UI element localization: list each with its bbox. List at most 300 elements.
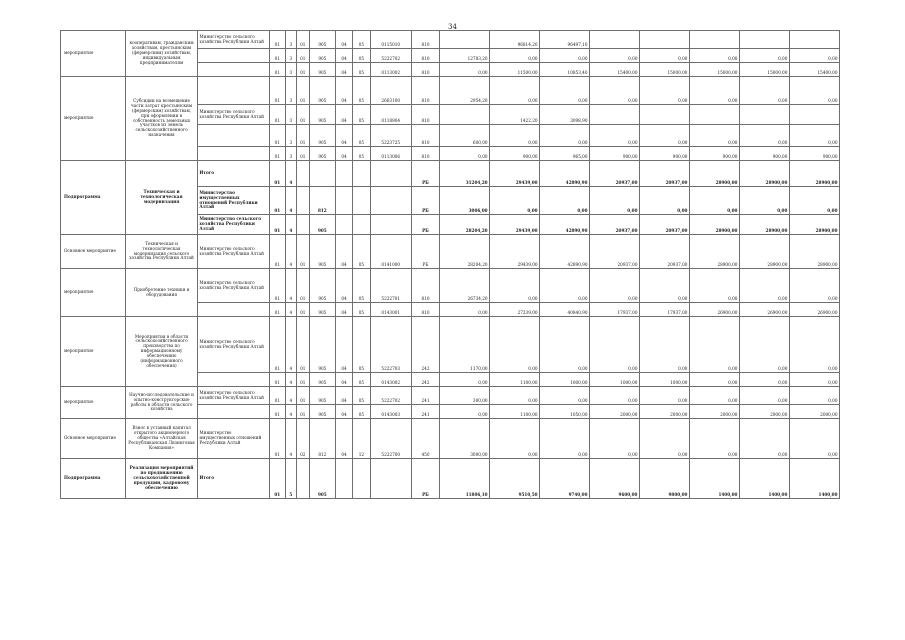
code-cell: 04 <box>335 419 352 459</box>
value-cell: 0,00 <box>789 269 839 303</box>
code-cell: 810 <box>411 125 439 147</box>
executor-cell <box>197 373 269 387</box>
value-cell: 20937,00 <box>590 235 640 269</box>
executor-cell: Министерство сельского хозяйства Республики Алтай <box>197 105 269 125</box>
value-cell: 20937,00 <box>590 215 640 235</box>
code-cell: 05 <box>353 49 370 63</box>
code-cell <box>296 161 309 187</box>
code-cell: 05 <box>353 125 370 147</box>
value-cell: 9800,00 <box>639 459 689 499</box>
value-cell <box>639 105 689 125</box>
code-cell: 05 <box>353 303 370 317</box>
code-cell <box>335 187 352 215</box>
row-level-label: Подпрограмма <box>61 459 126 499</box>
value-cell: 2000,00 <box>789 405 839 419</box>
activity-name: кооперативам, гражданским хозяйствам, крестьянским (фермерским) хозяйствам, индивидуальным предпринимателям <box>126 31 198 77</box>
value-cell <box>440 31 490 49</box>
code-cell: 4 <box>285 235 296 269</box>
value-cell: 2000,00 <box>590 405 640 419</box>
code-cell: 04 <box>335 147 352 161</box>
value-cell: 0,00 <box>639 317 689 373</box>
value-cell <box>739 105 789 125</box>
value-cell: 28900,00 <box>789 215 839 235</box>
code-cell: 04 <box>335 269 352 303</box>
executor-cell <box>197 63 269 77</box>
code-cell: 01 <box>269 387 285 405</box>
code-cell: 3 <box>285 63 296 77</box>
value-cell: 0,00 <box>590 125 640 147</box>
value-cell: 0,00 <box>739 419 789 459</box>
code-cell: 905 <box>309 303 335 317</box>
code-cell: 5222701 <box>370 269 411 303</box>
value-cell: 0,00 <box>689 125 739 147</box>
value-cell: 0,00 <box>639 125 689 147</box>
program-finance-table <box>60 30 840 499</box>
code-cell: 0118804 <box>370 105 411 125</box>
value-cell <box>739 31 789 49</box>
code-cell: 04 <box>335 77 352 105</box>
code-cell: РБ <box>411 215 439 235</box>
code-cell <box>353 187 370 215</box>
code-cell: 04 <box>335 373 352 387</box>
value-cell: 28900,00 <box>689 235 739 269</box>
code-cell: 4 <box>285 269 296 303</box>
code-cell: 810 <box>411 63 439 77</box>
code-cell: 01 <box>269 317 285 373</box>
code-cell: 01 <box>296 405 309 419</box>
value-cell: 26734,20 <box>440 269 490 303</box>
value-cell: 0,00 <box>590 419 640 459</box>
value-cell: 0,00 <box>540 317 590 373</box>
code-cell: 04 <box>335 105 352 125</box>
code-cell: 0113006 <box>370 147 411 161</box>
code-cell: 01 <box>269 63 285 77</box>
code-cell: 905 <box>309 459 335 499</box>
value-cell: 3006,00 <box>440 187 490 215</box>
value-cell: 0,00 <box>590 187 640 215</box>
value-cell: 0,00 <box>689 419 739 459</box>
code-cell: 01 <box>269 125 285 147</box>
row-level-label: мероприятие <box>61 31 126 77</box>
value-cell: 15400,00 <box>590 63 640 77</box>
value-cell: 0,00 <box>639 387 689 405</box>
code-cell: 04 <box>335 387 352 405</box>
value-cell: 600,00 <box>440 125 490 147</box>
executor-cell: Министерство имущественных отношений Республики Алтай <box>197 419 269 459</box>
code-cell <box>335 459 352 499</box>
code-cell: 05 <box>353 63 370 77</box>
value-cell: 11806,10 <box>440 459 490 499</box>
code-cell: 3 <box>285 125 296 147</box>
value-cell: 300,00 <box>440 387 490 405</box>
code-cell: РБ <box>411 459 439 499</box>
value-cell: 0,00 <box>440 303 490 317</box>
code-cell: 05 <box>353 373 370 387</box>
executor-cell <box>197 147 269 161</box>
value-cell <box>639 31 689 49</box>
code-cell: 01 <box>269 373 285 387</box>
value-cell: 0,00 <box>590 49 640 63</box>
code-cell: 01 <box>269 31 285 49</box>
value-cell: 31204,20 <box>440 161 490 187</box>
value-cell: 900,00 <box>590 147 640 161</box>
value-cell: 26900,00 <box>789 303 839 317</box>
code-cell: 5222702 <box>370 387 411 405</box>
activity-name: Мероприятия в области сельскохозяйственного производства по информационному обеспечению (информационного обеспечения) <box>126 317 198 387</box>
code-cell: 812 <box>309 419 335 459</box>
table-row <box>61 317 840 373</box>
code-cell: 810 <box>411 147 439 161</box>
value-cell: 1400,00 <box>689 459 739 499</box>
executor-cell: Министерство сельского хозяйства Республики Алтай <box>197 31 269 49</box>
table-row <box>61 387 840 405</box>
value-cell: 20937,00 <box>639 161 689 187</box>
code-cell: 0143003 <box>370 405 411 419</box>
table-row <box>61 161 840 187</box>
code-cell: 905 <box>309 147 335 161</box>
code-cell: 01 <box>296 303 309 317</box>
value-cell: 900,00 <box>639 147 689 161</box>
code-cell: 01 <box>269 49 285 63</box>
code-cell: 4 <box>285 405 296 419</box>
value-cell: 9510,50 <box>490 459 540 499</box>
code-cell: 0143001 <box>370 303 411 317</box>
row-level-label: Основное мероприятие <box>61 419 126 459</box>
code-cell: 01 <box>269 77 285 105</box>
code-cell: 905 <box>309 387 335 405</box>
code-cell: 4 <box>285 373 296 387</box>
value-cell: 0,00 <box>689 269 739 303</box>
value-cell: 2000,00 <box>689 405 739 419</box>
row-level-label: Основное мероприятие <box>61 235 126 269</box>
code-cell <box>296 459 309 499</box>
value-cell: 0,00 <box>440 405 490 419</box>
value-cell <box>689 105 739 125</box>
code-cell <box>353 161 370 187</box>
value-cell: 42890,90 <box>540 235 590 269</box>
executor-cell <box>197 77 269 105</box>
value-cell: 0,00 <box>540 387 590 405</box>
code-cell <box>370 215 411 235</box>
code-cell: 810 <box>411 31 439 49</box>
value-cell: 28900,00 <box>789 161 839 187</box>
code-cell: 02 <box>296 419 309 459</box>
code-cell: 01 <box>269 303 285 317</box>
value-cell <box>590 105 640 125</box>
executor-cell: Итого <box>197 161 269 187</box>
code-cell: 905 <box>309 373 335 387</box>
value-cell: 28204,20 <box>440 235 490 269</box>
code-cell: 3 <box>285 31 296 49</box>
code-cell: 01 <box>269 147 285 161</box>
code-cell: 01 <box>296 235 309 269</box>
table-row <box>61 269 840 303</box>
value-cell: 0,00 <box>689 317 739 373</box>
code-cell: 810 <box>411 269 439 303</box>
table-row <box>61 31 840 49</box>
code-cell: 905 <box>309 105 335 125</box>
value-cell: 900,00 <box>739 147 789 161</box>
value-cell: 28204,20 <box>440 215 490 235</box>
value-cell <box>689 31 739 49</box>
code-cell: 242 <box>411 373 439 387</box>
code-cell: 5222703 <box>370 317 411 373</box>
code-cell <box>335 161 352 187</box>
value-cell: 3000,00 <box>440 419 490 459</box>
value-cell: 1100,00 <box>490 373 540 387</box>
value-cell: 42890,90 <box>540 161 590 187</box>
value-cell: 0,00 <box>490 125 540 147</box>
value-cell: 0,00 <box>590 77 640 105</box>
value-cell: 0,00 <box>789 49 839 63</box>
value-cell: 28900,00 <box>789 235 839 269</box>
code-cell: 3 <box>285 49 296 63</box>
code-cell: 812 <box>309 187 335 215</box>
executor-cell <box>197 405 269 419</box>
value-cell: 28900,00 <box>739 161 789 187</box>
code-cell: 04 <box>335 303 352 317</box>
table-body <box>61 31 840 499</box>
code-cell <box>335 215 352 235</box>
value-cell: 29439,00 <box>490 215 540 235</box>
code-cell: 05 <box>353 405 370 419</box>
value-cell: 20937,00 <box>590 161 640 187</box>
code-cell: 04 <box>335 31 352 49</box>
value-cell: 0,00 <box>490 77 540 105</box>
activity-name: Приобретение техники и оборудования <box>126 269 198 317</box>
code-cell: 04 <box>335 63 352 77</box>
code-cell: 5222702 <box>370 49 411 63</box>
value-cell: 42890,90 <box>540 215 590 235</box>
code-cell: 05 <box>353 269 370 303</box>
value-cell: 1400,00 <box>739 459 789 499</box>
value-cell: 40840,90 <box>540 303 590 317</box>
value-cell: 28900,00 <box>739 215 789 235</box>
row-level-label: мероприятие <box>61 269 126 317</box>
code-cell: 04 <box>335 317 352 373</box>
code-cell: 4 <box>285 317 296 373</box>
code-cell: 01 <box>296 269 309 303</box>
value-cell: 0,00 <box>490 387 540 405</box>
code-cell: 01 <box>296 373 309 387</box>
code-cell: 05 <box>353 31 370 49</box>
code-cell: 905 <box>309 405 335 419</box>
code-cell: 4 <box>285 187 296 215</box>
value-cell: 0,00 <box>440 373 490 387</box>
code-cell: 5223725 <box>370 125 411 147</box>
row-level-label: мероприятие <box>61 317 126 387</box>
value-cell: 3098,90 <box>540 105 590 125</box>
value-cell: 0,00 <box>739 373 789 387</box>
code-cell: 450 <box>411 419 439 459</box>
code-cell: 241 <box>411 405 439 419</box>
value-cell: 28900,00 <box>689 215 739 235</box>
code-cell: 0141000 <box>370 235 411 269</box>
code-cell: 04 <box>335 49 352 63</box>
code-cell: 2663100 <box>370 77 411 105</box>
executor-cell <box>197 49 269 63</box>
code-cell: 01 <box>269 105 285 125</box>
value-cell: 0,00 <box>639 269 689 303</box>
value-cell: 0,00 <box>739 77 789 105</box>
code-cell <box>370 459 411 499</box>
table-row <box>61 459 840 499</box>
value-cell: 1050,00 <box>540 405 590 419</box>
value-cell: 11500,00 <box>490 63 540 77</box>
value-cell: 15000,00 <box>689 63 739 77</box>
activity-name: Техническая и технологическая модернизация <box>126 161 198 235</box>
activity-name: Техническая и технологическая модернизация сельского хозяйства Республики Алтай <box>126 235 198 269</box>
value-cell <box>789 31 839 49</box>
code-cell: 810 <box>411 105 439 125</box>
code-cell <box>370 161 411 187</box>
value-cell: 0,00 <box>639 187 689 215</box>
value-cell: 26900,00 <box>689 303 739 317</box>
value-cell: 900,00 <box>789 147 839 161</box>
value-cell: 9600,00 <box>590 459 640 499</box>
code-cell: 5222700 <box>370 419 411 459</box>
value-cell: 0,00 <box>490 187 540 215</box>
code-cell: 905 <box>309 49 335 63</box>
executor-cell <box>197 303 269 317</box>
value-cell: 0,00 <box>689 387 739 405</box>
code-cell: 04 <box>335 405 352 419</box>
code-cell: 905 <box>309 31 335 49</box>
value-cell: 2954,20 <box>440 77 490 105</box>
value-cell: 2000,00 <box>639 405 689 419</box>
value-cell: 0,00 <box>689 77 739 105</box>
value-cell: 0,00 <box>739 49 789 63</box>
value-cell: 26900,00 <box>739 303 789 317</box>
code-cell: 905 <box>309 77 335 105</box>
value-cell: 0,00 <box>639 419 689 459</box>
row-level-label: Подпрограмма <box>61 161 126 235</box>
code-cell: 04 <box>335 235 352 269</box>
code-cell: 905 <box>309 215 335 235</box>
executor-cell: Министерство сельского хозяйства Республики Алтай <box>197 215 269 235</box>
value-cell: 1422,20 <box>490 105 540 125</box>
value-cell: 9740,00 <box>540 459 590 499</box>
value-cell: 0,00 <box>490 49 540 63</box>
activity-name: Субсидии на возмещение части затрат крестьянским (фермерским) хозяйствам, при оформлении в собственность земельных участков из земель сельскохозяйственного назначения <box>126 77 198 161</box>
value-cell: 0,00 <box>689 373 739 387</box>
value-cell: 0,00 <box>490 317 540 373</box>
row-level-label: мероприятие <box>61 77 126 161</box>
value-cell: 96814,20 <box>490 31 540 49</box>
code-cell: 3 <box>285 105 296 125</box>
value-cell: 0,00 <box>540 187 590 215</box>
page-number: 34 <box>448 23 457 31</box>
code-cell: 01 <box>296 105 309 125</box>
code-cell: 810 <box>411 49 439 63</box>
value-cell: 15000,00 <box>739 63 789 77</box>
code-cell: 01 <box>296 317 309 373</box>
value-cell: 0,00 <box>689 49 739 63</box>
value-cell: 20937,00 <box>639 215 689 235</box>
value-cell: 0,00 <box>540 269 590 303</box>
value-cell: 15400,00 <box>789 63 839 77</box>
value-cell: 0,00 <box>789 187 839 215</box>
value-cell: 0,00 <box>639 49 689 63</box>
value-cell: 900,00 <box>490 147 540 161</box>
code-cell: 905 <box>309 125 335 147</box>
value-cell: 1000,00 <box>540 373 590 387</box>
value-cell: 20937,00 <box>639 235 689 269</box>
code-cell: 01 <box>296 125 309 147</box>
code-cell: 01 <box>269 187 285 215</box>
value-cell: 0,00 <box>789 317 839 373</box>
code-cell: 01 <box>269 161 285 187</box>
value-cell: 0,00 <box>540 49 590 63</box>
value-cell: 17937,00 <box>590 303 640 317</box>
value-cell: 0,00 <box>440 147 490 161</box>
value-cell: 1000,00 <box>590 373 640 387</box>
value-cell: 0,00 <box>739 187 789 215</box>
value-cell: 1400,00 <box>789 459 839 499</box>
value-cell: 1000,00 <box>639 373 689 387</box>
code-cell: 01 <box>269 459 285 499</box>
code-cell <box>370 187 411 215</box>
code-cell: 05 <box>353 147 370 161</box>
value-cell <box>789 105 839 125</box>
value-cell: 0,00 <box>789 125 839 147</box>
value-cell: 0,00 <box>590 317 640 373</box>
code-cell <box>309 161 335 187</box>
value-cell: 96497,10 <box>540 31 590 49</box>
code-cell: 242 <box>411 317 439 373</box>
value-cell: 0,00 <box>540 125 590 147</box>
value-cell: 0,00 <box>739 387 789 405</box>
activity-name: Научно-исследовательские и опытно-конструкторские работы в области сельского хозяйства <box>126 387 198 419</box>
code-cell: 4 <box>285 303 296 317</box>
value-cell: 900,00 <box>689 147 739 161</box>
code-cell: 01 <box>269 405 285 419</box>
code-cell <box>353 459 370 499</box>
code-cell: 4 <box>285 387 296 405</box>
value-cell: 15000,00 <box>639 63 689 77</box>
code-cell: 905 <box>309 235 335 269</box>
executor-cell: Министерство сельского хозяйства Республики Алтай <box>197 269 269 303</box>
code-cell: 01 <box>296 77 309 105</box>
table-row <box>61 235 840 269</box>
code-cell: РБ <box>411 235 439 269</box>
value-cell: 0,00 <box>739 269 789 303</box>
code-cell: 810 <box>411 303 439 317</box>
value-cell: 27239,00 <box>490 303 540 317</box>
code-cell: 01 <box>296 147 309 161</box>
executor-cell: Министерство сельского хозяйства Республики Алтай <box>197 387 269 405</box>
activity-name: Реализация мероприятий по продвижению сельскохозяйственной продукции, кадровому обеспечению <box>126 459 198 499</box>
code-cell: 01 <box>269 235 285 269</box>
value-cell: 0,00 <box>789 373 839 387</box>
code-cell: 01 <box>296 49 309 63</box>
value-cell: 0,00 <box>590 387 640 405</box>
value-cell: 0,00 <box>490 269 540 303</box>
code-cell: 4 <box>285 161 296 187</box>
code-cell: 4 <box>285 215 296 235</box>
code-cell: 0115010 <box>370 31 411 49</box>
value-cell: 12783,20 <box>440 49 490 63</box>
value-cell: 29439,00 <box>490 161 540 187</box>
code-cell: 3 <box>285 77 296 105</box>
code-cell: 05 <box>353 317 370 373</box>
executor-cell: Министерство сельского хозяйства Республики Алтай <box>197 317 269 373</box>
executor-cell: Итого <box>197 459 269 499</box>
value-cell: 10853,40 <box>540 63 590 77</box>
code-cell: 05 <box>353 77 370 105</box>
table-row <box>61 419 840 459</box>
code-cell: 12 <box>353 419 370 459</box>
